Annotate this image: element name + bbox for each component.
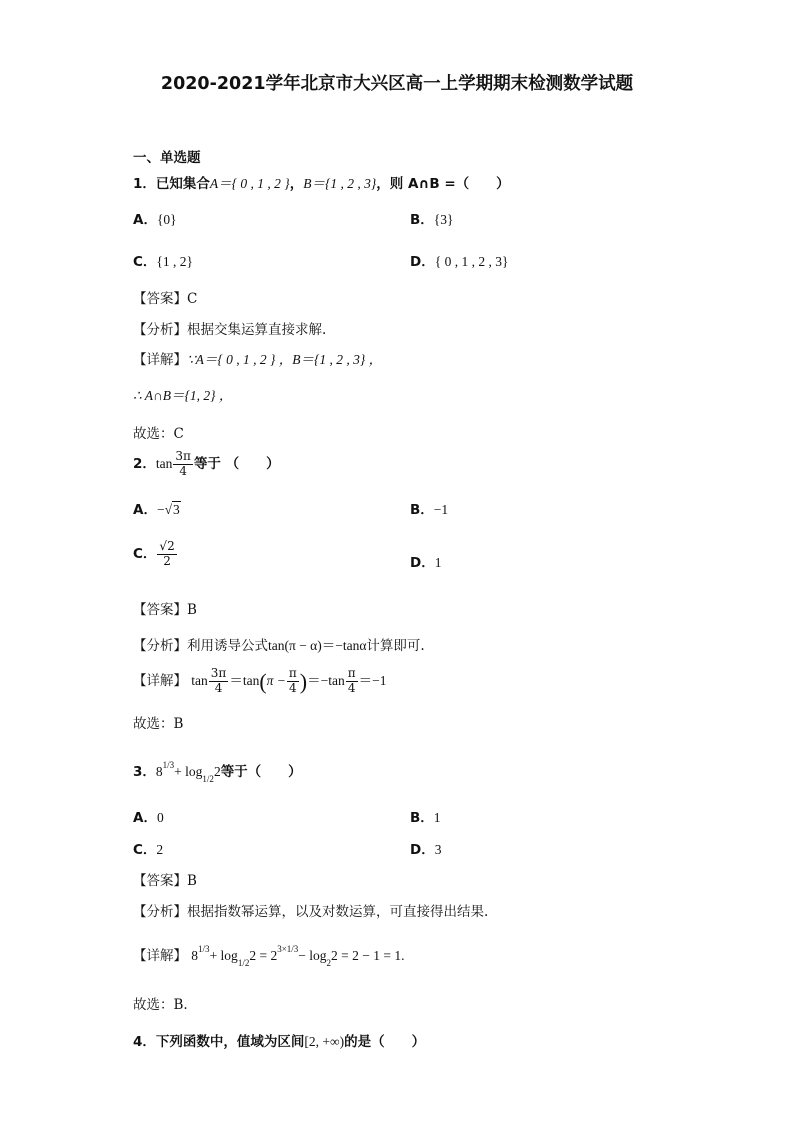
- q1-detail-2: [133, 384, 232, 404]
- q3-option-a: [133, 806, 164, 826]
- q2-fraction: [173, 450, 193, 479]
- detail-eq: ＝−tan: [307, 672, 345, 688]
- q1-comma: ，: [289, 176, 304, 192]
- option-value: 2: [156, 842, 164, 857]
- detail-tag: 【详解】: [133, 948, 187, 964]
- answer-value: C: [187, 291, 198, 307]
- option-sign: −: [156, 502, 165, 517]
- option-label: A．: [133, 502, 157, 518]
- q2-analysis: [133, 634, 425, 654]
- q1-option-b: [410, 208, 454, 228]
- q1-analysis: [133, 318, 326, 338]
- q1-option-a: [133, 208, 177, 228]
- detail-fraction: [346, 667, 358, 696]
- q2-option-c: [133, 540, 178, 569]
- option-fraction: [157, 540, 176, 569]
- detail-pi: π −: [266, 672, 286, 688]
- q1-option-d: [410, 250, 508, 270]
- answer-value: B: [187, 873, 197, 889]
- option-label: C．: [133, 545, 157, 562]
- q3-base: 8: [155, 764, 163, 779]
- detail-log-2: − log: [298, 948, 327, 963]
- answer-tag: 【答案】: [133, 873, 187, 889]
- analysis-text: 计算即可.: [366, 638, 425, 654]
- analysis-tag: 【分析】: [133, 322, 187, 338]
- q3-log: + log: [174, 764, 203, 779]
- detail-tag: 【详解】: [133, 352, 187, 368]
- numerator: 3π: [175, 449, 191, 463]
- option-label: A．: [133, 212, 157, 228]
- option-label: C．: [133, 254, 157, 270]
- detail-exponent: 1/3: [198, 944, 210, 954]
- detail-text: ∴ A∩B＝{1, 2} ，: [133, 388, 233, 403]
- detail-tag: 【详解】: [133, 672, 187, 689]
- detail-result: 2 = 2 − 1 = 1: [331, 948, 402, 963]
- q3-prefix: 3．: [133, 764, 156, 780]
- detail-text: ∵A＝{ 0 , 1 , 2 } ，B＝{1 , 2 , 3} ，: [187, 352, 383, 367]
- option-value: 0: [156, 810, 164, 825]
- detail-fn: tan: [191, 672, 208, 688]
- q2-detail: 【详解】 tan $\frac{3\pi}{4}$ ＝tan(π − $\frac{\pi}{4}$ )＝−tan $\frac{\pi}{4}$ ＝−1: [133, 666, 387, 695]
- answer-tag: 【答案】: [133, 291, 187, 307]
- option-label: A．: [133, 810, 157, 826]
- option-label: D．: [410, 254, 435, 270]
- analysis-tag: 【分析】: [133, 638, 187, 654]
- detail-eq: ＝−1: [358, 672, 387, 688]
- q3-option-c: [133, 838, 163, 858]
- numerator: 3π: [210, 666, 227, 680]
- q2-option-d: [410, 551, 441, 571]
- page-title: 2020-2021学年北京市大兴区高一上学期期末检测数学试题: [160, 74, 634, 94]
- q4-ask: 的是（ ）: [344, 1034, 426, 1050]
- q1-answer: [133, 287, 197, 307]
- detail-fraction: [209, 667, 229, 696]
- detail-fraction: [287, 667, 299, 696]
- option-value: {3}: [433, 212, 454, 227]
- analysis-tag: 【分析】: [133, 904, 187, 920]
- numerator: π: [347, 666, 356, 680]
- option-label: B．: [410, 502, 434, 518]
- detail-arg: 2 = 2: [249, 948, 278, 963]
- q3-log-base: 1/2: [202, 774, 214, 784]
- analysis-text: 根据指数幂运算，以及对数运算，可直接得出结果.: [187, 904, 489, 920]
- detail-log-base: 1/2: [237, 958, 250, 968]
- option-label: B．: [410, 212, 434, 228]
- q3-option-b: [410, 806, 441, 826]
- option-radicand: 3: [173, 502, 180, 517]
- denominator: 2: [163, 553, 171, 568]
- q1-choose: 故选：C: [133, 426, 184, 442]
- question-1: [133, 172, 510, 192]
- option-value: 1: [433, 810, 441, 825]
- q2-option-b: [410, 498, 448, 518]
- q2-answer: [133, 598, 197, 618]
- section-heading: 一、单选题: [133, 150, 201, 166]
- q1-detail: [133, 348, 382, 368]
- detail-log: + log: [209, 948, 238, 963]
- q3-option-d: [410, 838, 441, 858]
- option-label: D．: [410, 555, 435, 571]
- answer-tag: 【答案】: [133, 602, 187, 618]
- q2-fn: tan: [155, 455, 173, 471]
- q1-option-c: [133, 250, 193, 270]
- detail-exponent-2: 3×1/3: [277, 944, 299, 954]
- q3-ask: 等于（ ）: [220, 764, 302, 780]
- q2-choose: 故选：B: [133, 716, 184, 732]
- analysis-text: 根据交集运算直接求解.: [187, 322, 327, 338]
- denominator: 4: [347, 680, 356, 695]
- q3-answer: [133, 869, 197, 889]
- detail-base: 8: [191, 948, 199, 963]
- detail-period: .: [401, 948, 405, 963]
- question-3: [133, 760, 302, 784]
- option-label: B．: [410, 810, 434, 826]
- option-value: 1: [434, 555, 442, 570]
- q1-set-b: B＝{1 , 2 , 3}: [303, 176, 377, 191]
- analysis-text: 利用诱导公式: [187, 638, 268, 654]
- q1-prefix: 1．已知集合: [133, 176, 210, 192]
- option-value: 3: [434, 842, 442, 857]
- q3-detail: [133, 944, 405, 968]
- question-4: [133, 1030, 425, 1050]
- answer-value: B: [187, 602, 197, 618]
- option-value: −1: [433, 502, 449, 517]
- option-label: C．: [133, 842, 157, 858]
- numerator: π: [288, 666, 297, 680]
- detail-log-base-2: 2: [326, 958, 332, 968]
- option-value: { 0 , 1 , 2 , 3}: [434, 254, 509, 269]
- q4-interval: [2, +∞): [304, 1034, 345, 1049]
- q3-analysis: [133, 900, 488, 920]
- q2-prefix: 2．: [133, 455, 156, 472]
- denominator: 4: [214, 680, 223, 695]
- q3-exponent: 1/3: [162, 760, 175, 770]
- denominator: 4: [179, 463, 187, 478]
- numerator: √2: [159, 539, 175, 553]
- detail-eq: ＝tan: [229, 672, 260, 688]
- q2-option-a: A．−√3: [133, 502, 180, 518]
- q2-ask: 等于 （ ）: [193, 455, 280, 472]
- option-label: D．: [410, 842, 435, 858]
- q1-set-a: A＝{ 0 , 1 , 2 }: [209, 176, 290, 191]
- denominator: 4: [289, 680, 297, 695]
- q3-choose: 故选：B.: [133, 997, 188, 1013]
- option-value: {0}: [156, 212, 177, 227]
- option-value: {1 , 2}: [156, 254, 194, 269]
- q3-arg: 2: [213, 764, 221, 779]
- q1-ask: ，则 A∩B =（ ）: [376, 176, 510, 192]
- analysis-formula: tan(π − α)＝−tanα: [268, 638, 367, 653]
- q4-prefix: 4．下列函数中，值域为区间: [133, 1034, 305, 1050]
- question-2: [133, 450, 280, 479]
